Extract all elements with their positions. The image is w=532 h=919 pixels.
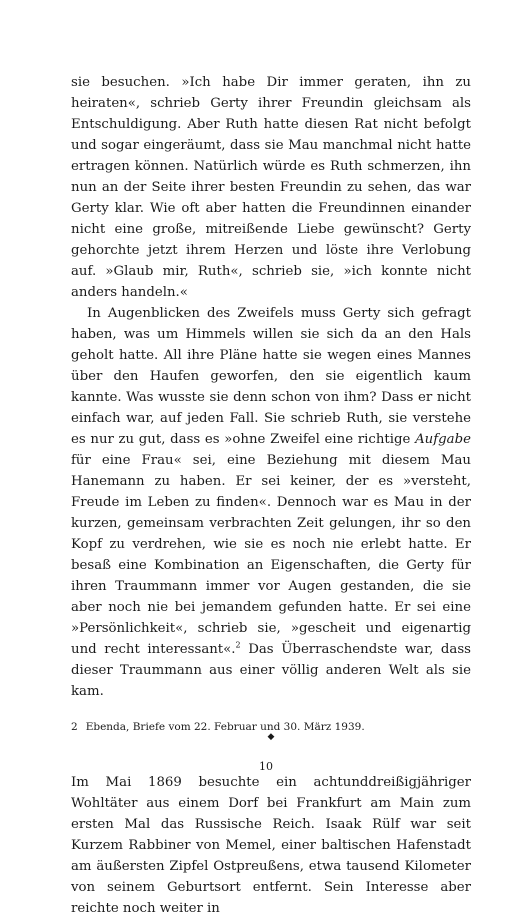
text-block-1 [71, 72, 471, 702]
text-block-2 [71, 772, 471, 919]
footnote-number: 2 [71, 721, 78, 733]
paragraph-2-part-3: Das Überraschendste war, dass dieser Traummann aus einer völlig anderen Welt als sie kam. [71, 642, 471, 699]
page-body [71, 72, 471, 919]
paragraph-2-part-1: In Augenblicken des Zweifels muss Gerty sich gefragt haben, was um Himmels willen sie sich da an den Hals geholt hatte. All ihre Pläne hatte sie wegen eines Mannes über den Haufen geworfen, den sie eigentlich kaum kannte. Was wusste sie denn schon von ihm? Dass er nicht einfach war, auf jeden Fall. Sie schrieb Ruth, sie verstehe es nur zu gut, dass es »ohne Zweifel eine richtige [71, 306, 471, 447]
paragraph-3: Im Mai 1869 besuchte ein achtunddreißigjähriger Wohltäter aus einem Dorf bei Frankfurt am Main zum ersten Mal das Russische Reich. Isaak Rülf war seit Kurzem Rabbiner von Memel, einer baltischen Hafenstadt am äußersten Zipfel Ostpreußens, etwa tausend Kilometer von seinem Geburtsort entfernt. Sein Interesse aber reichte noch weiter in [71, 775, 471, 916]
footnote-text: Ebenda, Briefe vom 22. Februar und 30. März 1939. [85, 721, 365, 733]
footnote-reference[interactable]: 2 [235, 640, 241, 650]
section-break-ornament-icon: ◆ [267, 732, 275, 742]
paragraph-1: sie besuchen. »Ich habe Dir immer geraten, ihn zu heiraten«, schrieb Gerty ihrer Freundin gleichsam als Entschuldigung. Aber Ruth hatte diesen Rat nicht befolgt und sogar eingeräumt, dass sie Mau manchmal nicht hatte ertragen können. Natürlich würde es Ruth schmerzen, ihn nun an der Seite ihrer besten Freundin zu sehen, das war Gerty klar. Wie oft aber hatten die Freundinnen einander nicht eine große, mitreißende Liebe gewünscht? Gerty gehorchte jetzt ihrem Herzen und löste ihre Verlobung auf. »Glaub mir, Ruth«, schrieb sie, »ich konnte nicht anders handeln.« [71, 75, 471, 300]
paragraph-2 [71, 303, 471, 702]
paragraph-2-part-2: für eine Frau« sei, eine Beziehung mit diesem Mau Hanemann zu haben. Er sei keiner, der es »versteht, Freude im Leben zu finden«. Dennoch war es Mau in der kurzen, gemeinsam verbrachten Zeit gelungen, ihr so den Kopf zu verdrehen, wie sie es noch nie erlebt hatte. Er besaß eine Kombination an Eigenschaften, die Gerty für ihren Traummann immer vor Augen gestanden, die sie aber noch nie bei jemandem gefunden hatte. Er sei eine »Persönlichkeit«, schrieb sie, »gescheit und eigenartig und recht interessant«. [71, 453, 471, 657]
emphasis-aufgabe: Aufgabe [415, 432, 471, 447]
footnote [71, 720, 471, 734]
page-number: 10 [259, 760, 273, 773]
